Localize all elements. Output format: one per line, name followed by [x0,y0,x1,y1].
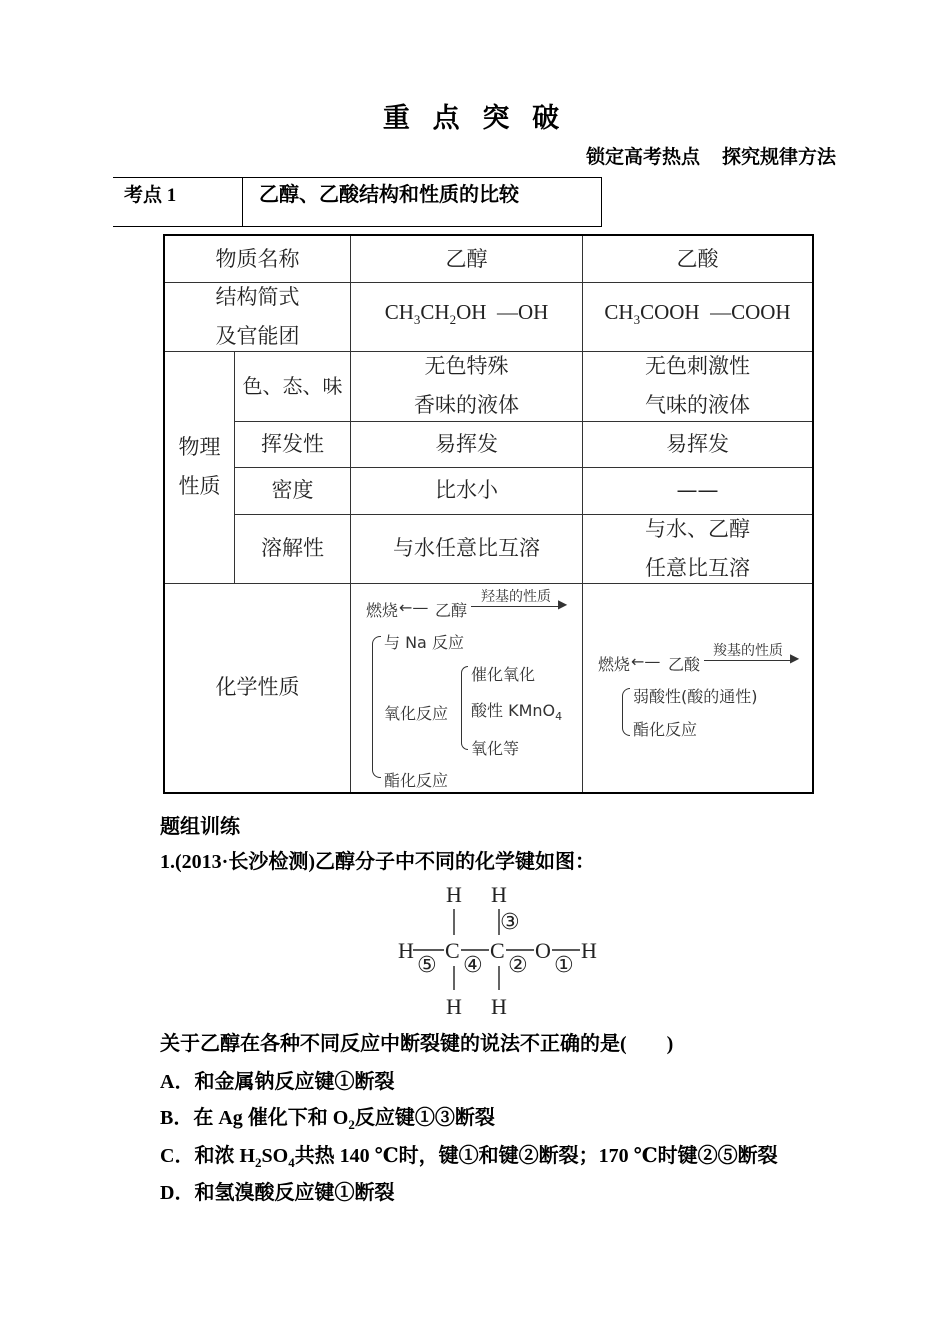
acetic-solubility-line1: 与水、乙醇 [645,516,750,541]
ethanol-solubility: 与水任意比互溶 [393,536,540,560]
ethanol-color-line2: 香味的液体 [414,393,519,417]
atom-c: C [445,938,460,963]
arrow-left-icon: ←— [631,652,661,671]
ethanol-sub2: 酸性 KMnO$_4$ [471,701,563,724]
option-a[interactable]: A．和金属钠反应键①断裂 [160,1071,395,1093]
ethanol-item1: 与 Na 反应 [384,633,464,652]
ethanol-center: 乙醇 [435,601,468,620]
ethanol-group: —OH [496,300,549,325]
prop-label-solubility: 溶解性 [261,536,324,560]
ethanol-item3: 酯化反应 [384,771,449,790]
atom-o: O [535,938,551,963]
atom-h: H [491,882,507,907]
subtitle-right: 探究规律方法 [721,147,836,168]
ethanol-sub3: 氧化等 [471,739,520,758]
atom-h: H [398,938,414,963]
acetic-solubility-line2: 任意比互溶 [645,555,750,580]
ethanol-volatility: 易挥发 [435,431,498,456]
question-1: 1.(2013·长沙检测)乙醇分子中不同的化学键如图： [160,851,595,873]
atom-h: H [581,938,597,963]
ethanol-color-line1: 无色特殊 [424,354,509,378]
structure-label-line1: 结构简式 [215,284,300,309]
chemical-label: 化学性质 [215,675,300,699]
option-b[interactable]: B．在 Ag 催化下和 $O_2$反应键①③断裂 [160,1107,495,1132]
topic-label: 考点 1 [124,185,177,206]
exercise-heading: 题组训练 [160,816,240,838]
bond-label-4: ④ [463,953,483,978]
topic-title: 乙醇、乙酸结构和性质的比较 [259,184,519,206]
atom-h: H [446,994,462,1019]
acetic-group: —COOH [710,300,791,325]
bond-label-3: ③ [500,910,520,935]
acetic-burn: 燃烧 [598,655,631,674]
atom-h: H [491,994,507,1019]
option-c[interactable]: C．和浓 $H_2SO_4$共热 140 ℃时，键①和键②断裂；170 ℃时键②⑤断裂 [160,1145,778,1170]
acetic-color-line1: 无色刺激性 [645,354,750,378]
acetic-volatility: 易挥发 [666,431,729,456]
acetic-color-line2: 气味的液体 [645,393,750,417]
header-acetic: 乙酸 [676,246,719,271]
ethanol-burn: 燃烧 [366,601,399,620]
prop-label-volatility: 挥发性 [261,431,324,456]
acetic-arrow-label: 羧基的性质 [713,643,783,659]
physical-label-line1: 物理 [178,435,221,459]
arrow-left-icon: ←— [399,598,429,617]
ethanol-density: 比水小 [435,478,498,502]
acetic-item1: 弱酸性(酸的通性) [633,687,758,706]
structure-label [165,282,350,351]
ethanol-color [351,351,582,421]
ethanol-formula [351,282,582,351]
subtitle-left: 锁定高考热点 [585,147,700,168]
acetic-item2: 酯化反应 [633,720,698,739]
prop-label-density: 密度 [271,478,314,502]
bond-label-2: ② [508,953,528,978]
acetic-density: —— [676,478,719,502]
comparison-table [163,234,814,794]
ethanol-formula-text: $CH_3CH_2OH$ —OH [384,300,549,328]
bond-label-5: ⑤ [417,953,437,978]
ethanol-item2: 氧化反应 [384,704,449,723]
atom-c: C [490,938,505,963]
acetic-center: 乙酸 [668,655,701,674]
page-subtitle [586,142,836,169]
acetic-formula-text: $CH_3COOH$ —COOH [604,300,791,328]
ethanol-sub1: 催化氧化 [471,665,536,684]
arrow-head-icon: ▶ [558,597,568,611]
acetic-color [583,351,812,421]
header-name: 物质名称 [215,246,300,271]
arrow-right-icon [704,660,794,661]
header-ethanol: 乙醇 [445,246,488,271]
question-1-stem: 关于乙醇在各种不同反应中断裂键的说法不正确的是( ) [160,1033,674,1055]
topic-divider [242,177,243,227]
structure-label-line2: 及官能团 [215,323,300,348]
arrow-right-icon [471,606,563,607]
ethanol-bond-diagram [380,878,620,1023]
left-brace-icon [372,636,381,778]
left-brace-icon [461,666,468,750]
left-brace-icon [622,688,630,736]
option-d[interactable]: D．和氢溴酸反应键①断裂 [160,1182,395,1204]
page-title: 重 点 突 破 [382,103,568,133]
acetic-solubility [583,514,812,583]
bond-label-1: ① [554,953,574,978]
physical-label [165,351,234,583]
acetic-formula [583,282,812,351]
physical-label-line2: 性质 [178,474,221,498]
atom-h: H [446,882,462,907]
ethanol-arrow-label: 羟基的性质 [481,589,551,605]
arrow-head-icon: ▶ [790,651,800,665]
prop-label-color: 色、态、味 [242,373,343,398]
